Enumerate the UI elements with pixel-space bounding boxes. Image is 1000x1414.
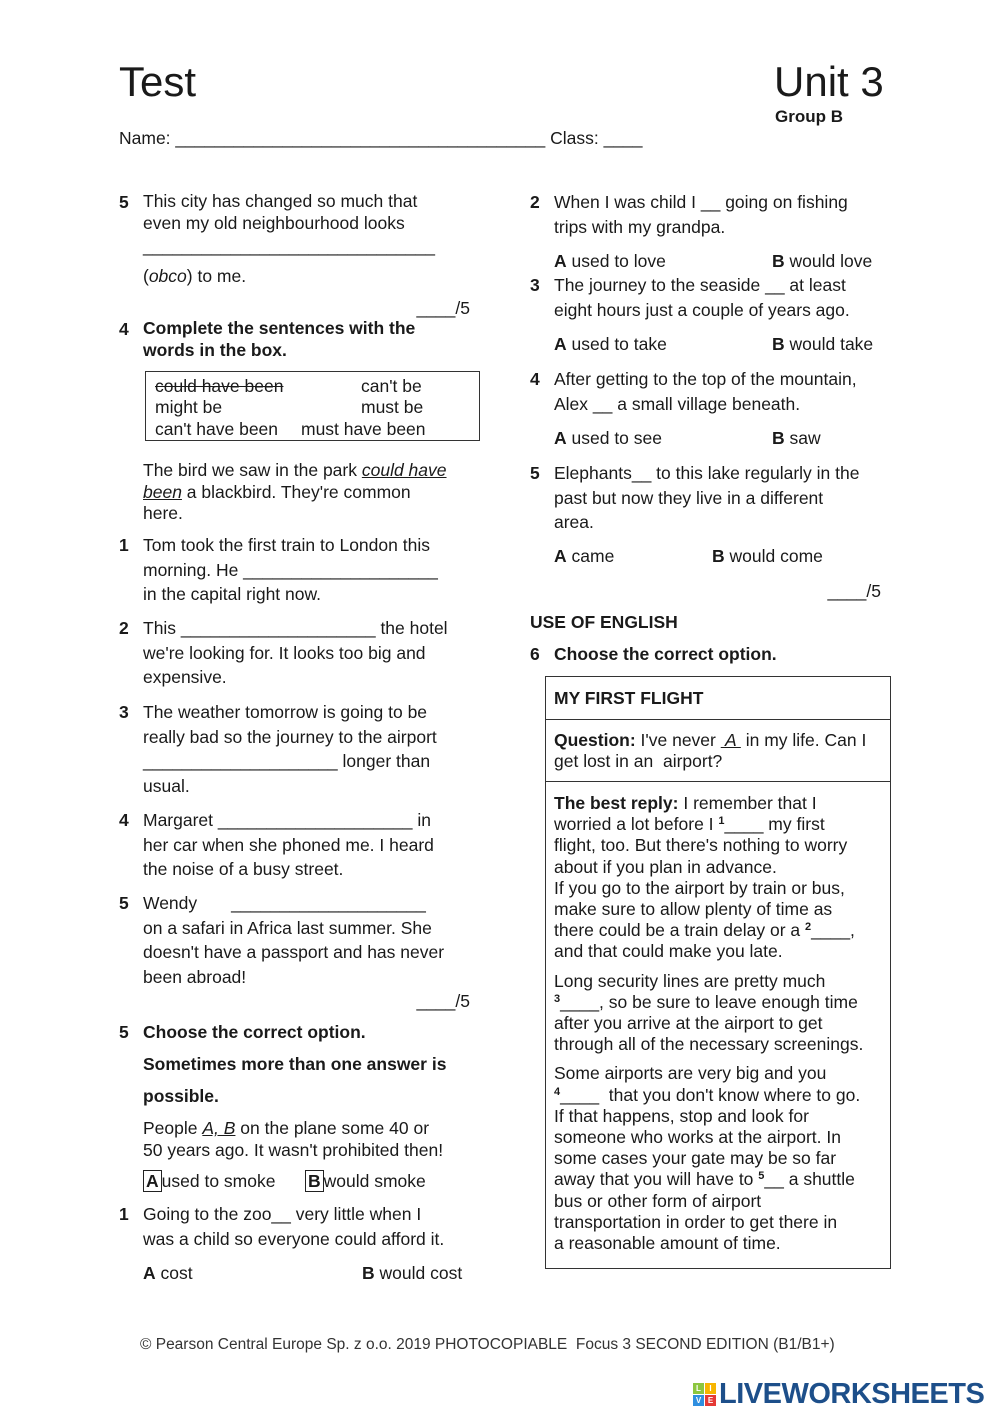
question-5-prev [143,191,435,287]
example-answer: could have [361,460,447,480]
option-letter: A [143,1263,156,1283]
text: away that you will have to [554,1169,759,1190]
gap-blank[interactable]: ____ my first [724,814,825,835]
instruction-line: words in the box. [143,339,287,360]
unit-title: Unit 3 [774,58,884,105]
example-option-b [305,1171,426,1192]
option-text: would smoke [323,1171,426,1191]
test-title: Test [119,58,197,105]
option-text: used to take [566,334,667,354]
text: in my life. Can I [740,730,867,750]
label: Question: [554,730,636,750]
question-5[interactable] [143,891,444,989]
word: must be [361,397,424,417]
gap-blank[interactable]: ____ that you don't know where to go. [560,1084,861,1105]
option-a[interactable] [143,1263,193,1284]
question-line: doesn't have a passport and has never [143,942,445,962]
option-text: would love [784,251,873,271]
item-number: 4 [530,369,540,389]
score: ____/5 [827,581,881,601]
question-1[interactable] [143,533,438,607]
option-letter: A [554,546,567,566]
question-line[interactable]: This ____________________ the hotel [143,618,448,638]
question-line: This city has changed so much that [143,191,418,211]
question-line: her car when she phoned me. I heard [143,834,434,855]
box-title: MY FIRST FLIGHT [554,688,704,708]
word: can't be [361,376,422,396]
text: bus or other form of airport [554,1190,762,1211]
text: I've never [635,730,721,750]
ex5-example [143,1118,443,1161]
option-letter: B [772,334,785,354]
text: make sure to allow plenty of time as [554,899,833,920]
ex5-question-1 [143,1202,444,1251]
question-line[interactable]: morning. He ____________________ [143,559,438,580]
option-letter: B [772,251,785,271]
option-b[interactable] [712,546,823,567]
word-used: could have been [155,376,284,396]
logo-tile: L [693,1383,704,1394]
item-number: 4 [119,810,129,830]
section-heading: USE OF ENGLISH [530,612,678,632]
text: there could be a train delay or a [554,920,805,941]
option-text: used to love [566,251,666,271]
option-letter-a: A [143,1170,162,1192]
option-letter: A [554,251,567,271]
word-box [145,371,480,441]
text: a blackbird. They're common [181,481,411,502]
item-number: 5 [119,192,129,212]
option-text: would cost [374,1263,463,1283]
gap-number: 5 [758,1170,765,1183]
question-section [554,730,866,772]
text: transportation in order to get there in [554,1211,838,1232]
question-line: the noise of a busy street. [143,859,344,879]
exercise-6-instruction: Choose the correct option. [554,644,777,664]
gap-number: 4 [554,1085,561,1098]
example-answer: A, B [202,1118,236,1138]
option-a[interactable] [554,334,667,355]
option-b[interactable] [362,1263,462,1284]
option-letter: B [362,1263,375,1283]
item-number: 5 [530,463,540,483]
text: If that happens, stop and look for [554,1105,809,1126]
question-4[interactable] [143,808,434,882]
text: and that could make you late. [554,941,783,962]
item-number: 2 [119,618,129,638]
question-line: After getting to the top of the mountain, [554,369,857,389]
option-b[interactable] [772,251,872,272]
exercise-4-instruction [143,318,415,361]
option-text: saw [784,428,821,448]
text: get lost in an airport? [554,751,723,772]
option-b[interactable] [772,334,873,355]
question-line: Tom took the first train to London this [143,535,430,555]
gap-number: 3 [554,992,561,1005]
option-letter-b: B [305,1170,324,1192]
logo-tile: I [705,1383,716,1394]
question-line: eight hours just a couple of years ago. [554,299,850,320]
question-line: on a safari in Africa last summer. She [143,917,432,938]
option-text: cost [155,1263,193,1283]
gap-number: 2 [805,921,812,934]
question-line: usual. [143,775,190,796]
text: 50 years ago. It wasn't prohibited then! [143,1139,444,1160]
option-a[interactable] [554,251,666,272]
example-option-a [143,1171,275,1192]
question-line: past but now they live in a different [554,487,824,508]
question-line: Elephants__ to this lake regularly in the [554,463,860,483]
question-line: expensive. [143,667,227,687]
score: ____/5 [416,991,470,1011]
liveworksheets-logo [693,1378,984,1411]
question-line: The weather tomorrow is going to be [143,702,428,722]
option-letter: A [554,334,567,354]
question-line: we're looking for. It looks too big and [143,642,426,663]
divider [546,719,890,720]
word-hint: obco [148,265,187,286]
exercise-5-instruction: Sometimes more than one answer is [143,1054,447,1074]
question-line: in the capital right now. [143,584,322,604]
gap-blank[interactable]: ____, so be sure to leave enough time [560,991,858,1012]
word: might be [155,397,223,417]
option-text: used to see [566,428,662,448]
r-question-4 [554,367,857,416]
text: The bird we saw in the park [143,460,362,480]
option-text: would come [724,546,823,566]
text: someone who works at the airport. In [554,1127,841,1148]
question-line: area. [554,512,594,532]
example-sentence [143,460,447,525]
exercise-number: 6 [530,644,540,664]
question-line[interactable]: Margaret ____________________ in [143,810,432,830]
paren: ( [143,265,149,286]
question-line[interactable]: ____________________ longer than [143,751,431,771]
flight-text-box [545,676,891,1269]
exercise-number: 5 [119,1022,129,1042]
item-number: 3 [530,275,540,295]
item-number: 1 [119,535,129,555]
question-line: been abroad! [143,966,247,987]
option-b[interactable] [772,428,821,449]
score: ____/5 [416,298,470,318]
option-letter: A [554,428,567,448]
text: here. [143,503,183,523]
item-number: 1 [119,1204,129,1224]
logo-tiles-icon [693,1383,716,1406]
question-line: was a child so everyone could afford it. [143,1228,445,1249]
gap-blank[interactable]: __ a shuttle [764,1169,855,1190]
text: flight, too. But there's nothing to worry [554,835,848,856]
option-text: used to smoke [161,1171,276,1191]
question-tail: ) to me. [186,265,247,286]
question-2[interactable] [143,616,448,690]
question-3[interactable] [143,700,437,798]
exercise-number: 4 [119,319,129,339]
text: some cases your gate may be so far [554,1148,837,1169]
label: The best reply: [554,793,679,813]
option-letter: B [772,428,785,448]
name-class-line: Name: ______________________________________ Class: ____ [119,128,643,148]
question-line: When I was child I __ going on fishing [554,192,848,212]
gap-blank[interactable]: ____, [811,920,855,941]
option-letter: B [712,546,725,566]
logo-tile: V [693,1395,704,1406]
answer-blank[interactable]: ______________________________ [143,236,435,256]
text: If you go to the airport by train or bus, [554,877,845,898]
exercise-5-instruction: Choose the correct option. [143,1022,366,1042]
question-line: really bad so the journey to the airport [143,726,437,747]
word: must have been [301,419,426,439]
r-question-2 [554,190,848,239]
text: about if you plan in advance. [554,856,777,877]
option-a[interactable] [554,428,662,449]
gap-number: 1 [718,815,725,828]
item-number: 3 [119,702,129,722]
text: Long security lines are pretty much [554,970,826,991]
group-label: Group B [775,107,843,126]
logo-tile: E [705,1395,716,1406]
question-line: The journey to the seaside __ at least [554,275,846,295]
item-number: 2 [530,192,540,212]
text: after you arrive at the airport to get [554,1013,823,1034]
reply-section [554,793,863,1254]
example-answer: been [143,481,182,502]
question-line: trips with my grandpa. [554,216,726,237]
word: can't have been [155,419,279,439]
text: a reasonable amount of time. [554,1233,781,1254]
text: I remember that I [678,793,817,813]
text: Some airports are very big and you [554,1063,827,1084]
copyright-footer: © Pearson Central Europe Sp. z o.o. 2019 PHOTOCOPIABLE Focus 3 SECOND EDITION (B1/B1+) [140,1336,835,1353]
divider [546,781,890,782]
option-a[interactable] [554,546,614,567]
question-line: Alex __ a small village beneath. [554,393,801,414]
text: worried a lot before I [554,814,719,835]
question-line: even my old neighbourhood looks [143,212,405,233]
option-text: would take [784,334,874,354]
item-number: 5 [119,893,129,913]
question-line[interactable]: Wendy ____________________ [143,893,426,913]
exercise-5-instruction: possible. [143,1086,219,1106]
text: People [143,1118,203,1138]
option-text: came [566,546,615,566]
r-question-5 [554,461,859,535]
logo-text: LIVEWORKSHEETS [719,1378,985,1410]
instruction-line: Complete the sentences with the [143,318,416,338]
example-answer: A [720,730,741,750]
text: on the plane some 40 or [235,1118,430,1138]
text: through all of the necessary screenings. [554,1034,864,1055]
question-line: Going to the zoo__ very little when I [143,1204,422,1224]
r-question-3 [554,273,850,322]
